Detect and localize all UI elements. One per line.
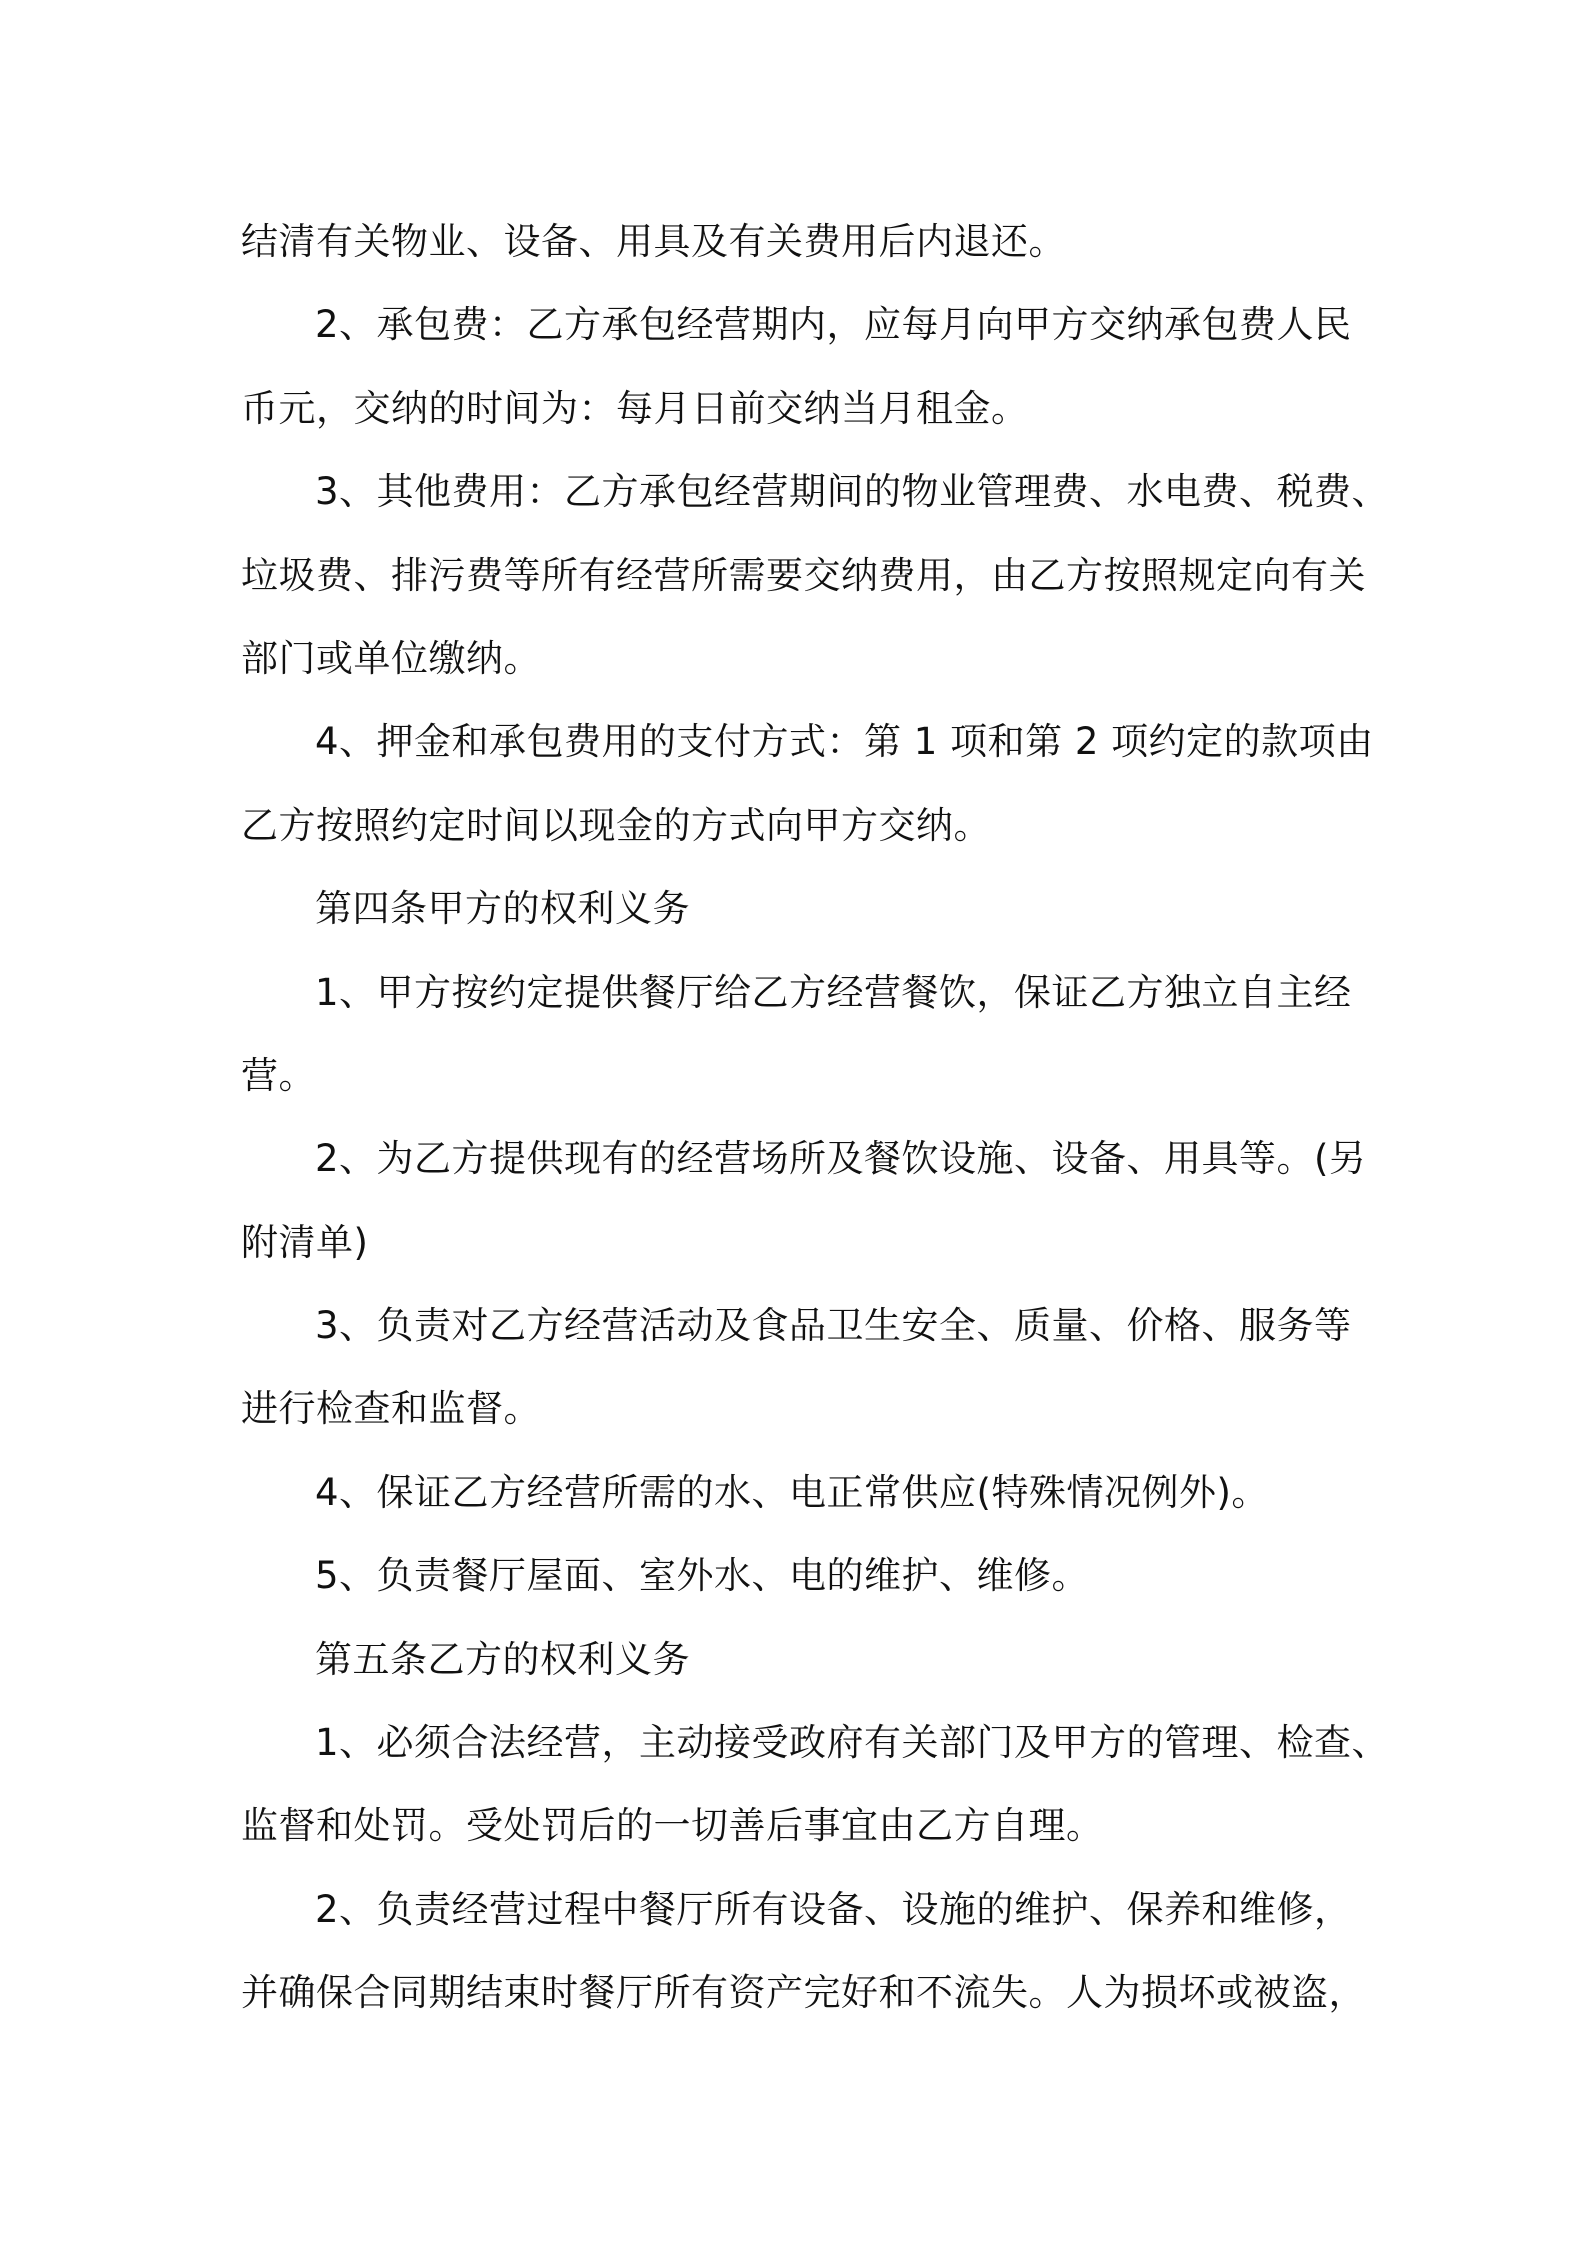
text-line-19: 1、必须合法经营，主动接受政府有关部门及甲方的管理、检查、 [315,1721,1390,1765]
text-line-22: 并确保合同期结束时餐厅所有资产完好和不流失。人为损坏或被盗， [241,1971,1366,2015]
text-line-8: 乙方按照约定时间以现金的方式向甲方交纳。 [241,803,991,847]
text-line-4: 3、其他费用：乙方承包经营期间的物业管理费、水电费、税费、 [315,470,1390,514]
text-line-1: 结清有关物业、设备、用具及有关费用后内退还。 [241,220,1066,263]
text-line-17: 5、负责餐厅屋面、室外水、电的维护、维修。 [315,1554,1090,1598]
text-line-21: 2、负责经营过程中餐厅所有设备、设施的维护、保养和维修， [315,1887,1352,1931]
document-body [241,200,1390,2035]
section-heading-article-5: 第五条乙方的权利义务 [315,1637,690,1681]
text-line-7: 4、押金和承包费用的支付方式：第 1 项和第 2 项约定的款项由 [315,720,1374,764]
text-line-5: 垃圾费、排污费等所有经营所需要交纳费用，由乙方按照规定向有关 [241,553,1366,597]
text-line-10: 1、甲方按约定提供餐厅给乙方经营餐饮，保证乙方独立自主经 [315,970,1352,1014]
text-line-15: 进行检查和监督。 [241,1387,541,1431]
text-line-13: 附清单) [241,1220,369,1264]
text-line-20: 监督和处罚。受处罚后的一切善后事宜由乙方自理。 [241,1804,1104,1848]
text-line-11: 营。 [241,1053,316,1097]
text-line-6: 部门或单位缴纳。 [241,636,541,680]
text-line-3: 币元，交纳的时间为：每月日前交纳当月租金。 [241,386,1029,430]
section-heading-article-4: 第四条甲方的权利义务 [315,887,690,931]
text-line-14: 3、负责对乙方经营活动及食品卫生安全、质量、价格、服务等 [315,1304,1352,1348]
text-line-12: 2、为乙方提供现有的经营场所及餐饮设施、设备、用具等。(另 [315,1137,1367,1181]
text-line-16: 4、保证乙方经营所需的水、电正常供应(特殊情况例外)。 [315,1470,1269,1514]
text-line-2: 2、承包费：乙方承包经营期内，应每月向甲方交纳承包费人民 [315,303,1352,347]
